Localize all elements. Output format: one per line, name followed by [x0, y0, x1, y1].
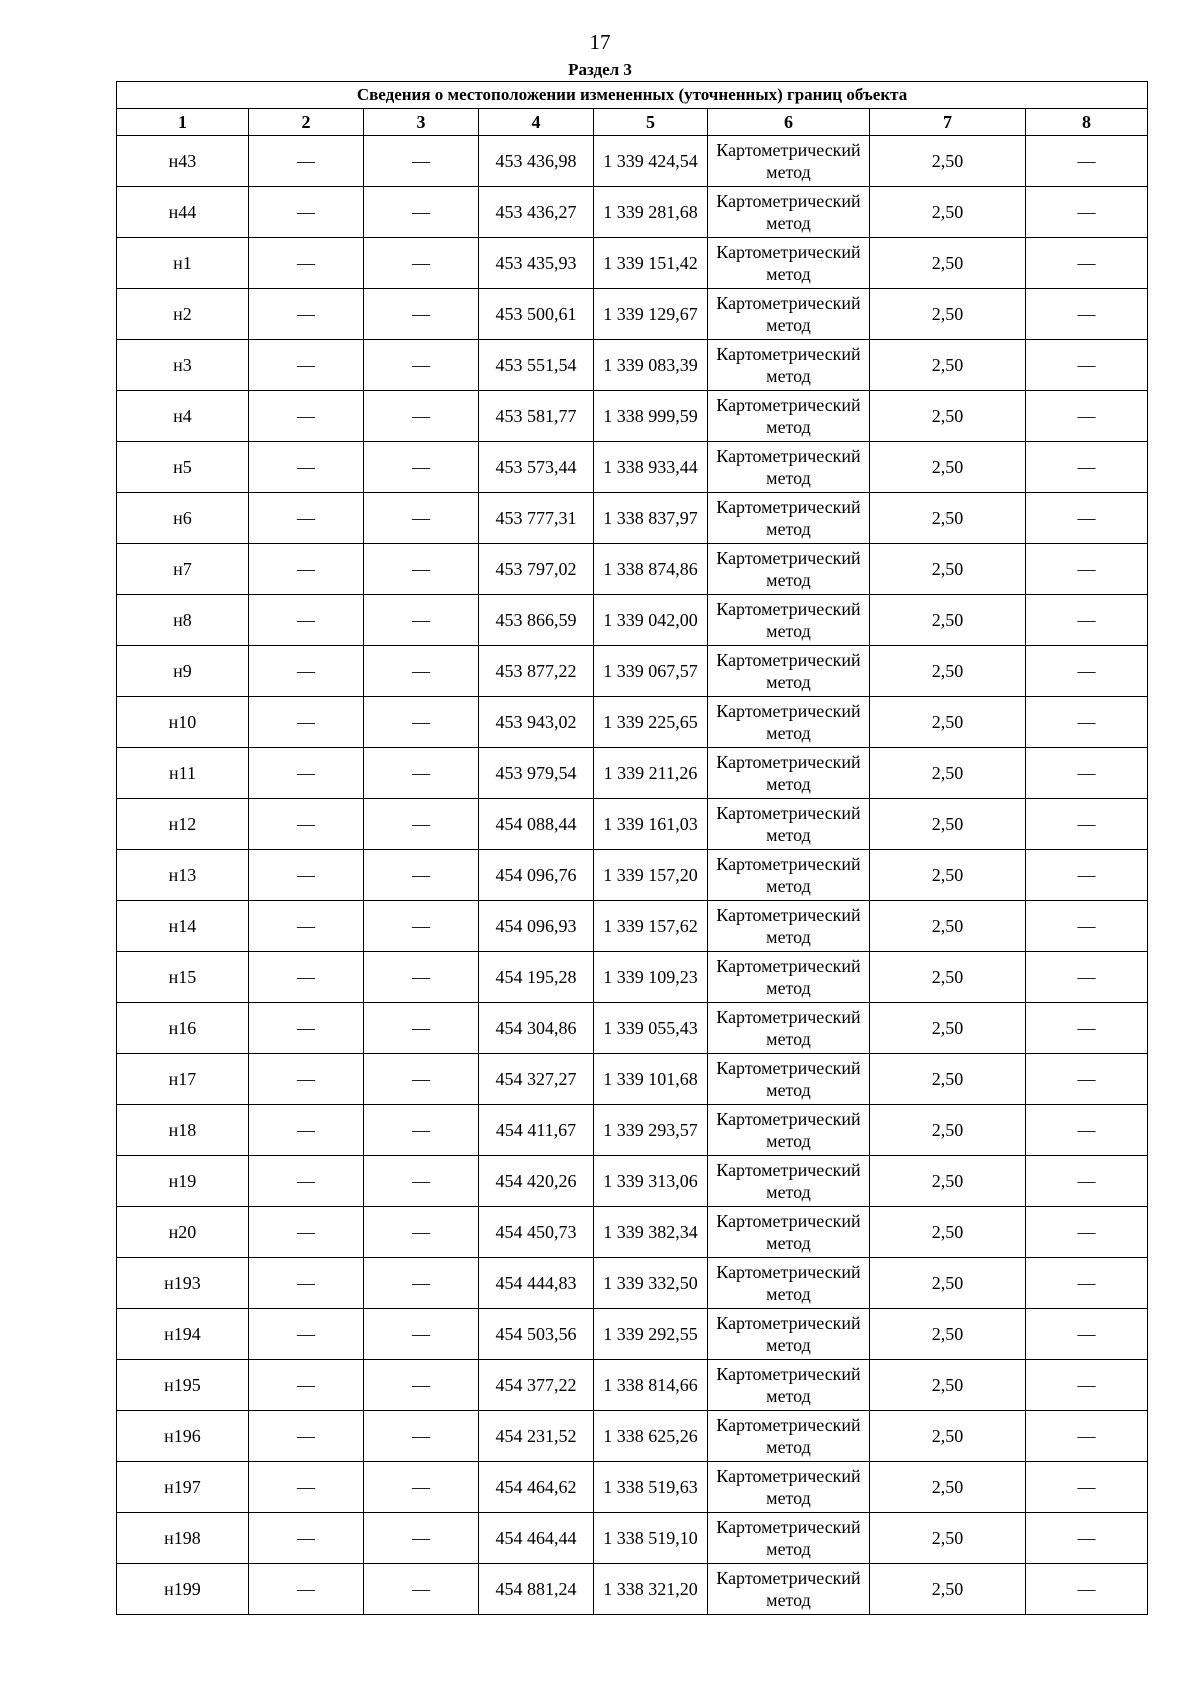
empty-value-cell: — — [1026, 799, 1148, 850]
table-row — [117, 1564, 1148, 1615]
y-coordinate-cell: 1 339 157,20 — [594, 850, 708, 901]
empty-value-cell: — — [364, 1054, 479, 1105]
empty-value-cell: — — [249, 850, 364, 901]
accuracy-cell: 2,50 — [870, 442, 1026, 493]
empty-value-cell: — — [249, 493, 364, 544]
empty-value-cell: — — [364, 442, 479, 493]
point-name-cell: н18 — [117, 1105, 249, 1156]
method-cell: Картометрический метод — [708, 595, 870, 646]
point-name-cell: н8 — [117, 595, 249, 646]
boundary-table — [116, 81, 1148, 1615]
empty-value-cell: — — [364, 493, 479, 544]
accuracy-cell: 2,50 — [870, 1207, 1026, 1258]
empty-value-cell: — — [1026, 1003, 1148, 1054]
column-header: 8 — [1026, 109, 1148, 136]
empty-value-cell: — — [249, 952, 364, 1003]
x-coordinate-cell: 453 581,77 — [479, 391, 594, 442]
empty-value-cell: — — [249, 748, 364, 799]
x-coordinate-cell: 453 979,54 — [479, 748, 594, 799]
table-row — [117, 799, 1148, 850]
method-cell: Картометрический метод — [708, 289, 870, 340]
empty-value-cell: — — [1026, 442, 1148, 493]
method-cell: Картометрический метод — [708, 1207, 870, 1258]
table-row — [117, 1411, 1148, 1462]
empty-value-cell: — — [364, 850, 479, 901]
table-row — [117, 697, 1148, 748]
empty-value-cell: — — [249, 1207, 364, 1258]
empty-value-cell: — — [1026, 1462, 1148, 1513]
x-coordinate-cell: 454 195,28 — [479, 952, 594, 1003]
empty-value-cell: — — [1026, 493, 1148, 544]
y-coordinate-cell: 1 339 292,55 — [594, 1309, 708, 1360]
method-cell: Картометрический метод — [708, 544, 870, 595]
table-row — [117, 748, 1148, 799]
y-coordinate-cell: 1 339 067,57 — [594, 646, 708, 697]
y-coordinate-cell: 1 339 313,06 — [594, 1156, 708, 1207]
accuracy-cell: 2,50 — [870, 136, 1026, 187]
empty-value-cell: — — [249, 646, 364, 697]
accuracy-cell: 2,50 — [870, 697, 1026, 748]
method-cell: Картометрический метод — [708, 1105, 870, 1156]
point-name-cell: н195 — [117, 1360, 249, 1411]
empty-value-cell: — — [364, 697, 479, 748]
method-cell: Картометрический метод — [708, 340, 870, 391]
empty-value-cell: — — [1026, 646, 1148, 697]
x-coordinate-cell: 454 450,73 — [479, 1207, 594, 1258]
point-name-cell: н197 — [117, 1462, 249, 1513]
empty-value-cell: — — [1026, 901, 1148, 952]
table-row — [117, 1462, 1148, 1513]
empty-value-cell: — — [364, 187, 479, 238]
method-cell: Картометрический метод — [708, 1258, 870, 1309]
empty-value-cell: — — [249, 391, 364, 442]
column-header: 2 — [249, 109, 364, 136]
empty-value-cell: — — [364, 799, 479, 850]
table-body — [117, 136, 1148, 1615]
x-coordinate-cell: 454 444,83 — [479, 1258, 594, 1309]
y-coordinate-cell: 1 339 225,65 — [594, 697, 708, 748]
method-cell: Картометрический метод — [708, 850, 870, 901]
x-coordinate-cell: 454 096,76 — [479, 850, 594, 901]
empty-value-cell: — — [1026, 1360, 1148, 1411]
empty-value-cell: — — [364, 901, 479, 952]
x-coordinate-cell: 453 436,98 — [479, 136, 594, 187]
y-coordinate-cell: 1 338 814,66 — [594, 1360, 708, 1411]
accuracy-cell: 2,50 — [870, 1411, 1026, 1462]
point-name-cell: н194 — [117, 1309, 249, 1360]
y-coordinate-cell: 1 339 129,67 — [594, 289, 708, 340]
empty-value-cell: — — [364, 1309, 479, 1360]
accuracy-cell: 2,50 — [870, 493, 1026, 544]
empty-value-cell: — — [249, 1309, 364, 1360]
table-row — [117, 646, 1148, 697]
method-cell: Картометрический метод — [708, 697, 870, 748]
point-name-cell: н13 — [117, 850, 249, 901]
x-coordinate-cell: 453 500,61 — [479, 289, 594, 340]
accuracy-cell: 2,50 — [870, 1156, 1026, 1207]
empty-value-cell: — — [249, 901, 364, 952]
accuracy-cell: 2,50 — [870, 1003, 1026, 1054]
x-coordinate-cell: 453 435,93 — [479, 238, 594, 289]
empty-value-cell: — — [249, 1156, 364, 1207]
y-coordinate-cell: 1 339 055,43 — [594, 1003, 708, 1054]
empty-value-cell: — — [1026, 1411, 1148, 1462]
y-coordinate-cell: 1 339 083,39 — [594, 340, 708, 391]
x-coordinate-cell: 453 877,22 — [479, 646, 594, 697]
x-coordinate-cell: 454 881,24 — [479, 1564, 594, 1615]
empty-value-cell: — — [1026, 187, 1148, 238]
accuracy-cell: 2,50 — [870, 952, 1026, 1003]
empty-value-cell: — — [1026, 1309, 1148, 1360]
method-cell: Картометрический метод — [708, 442, 870, 493]
x-coordinate-cell: 453 797,02 — [479, 544, 594, 595]
table-row — [117, 1513, 1148, 1564]
method-cell: Картометрический метод — [708, 1054, 870, 1105]
point-name-cell: н44 — [117, 187, 249, 238]
empty-value-cell: — — [249, 238, 364, 289]
y-coordinate-cell: 1 338 625,26 — [594, 1411, 708, 1462]
point-name-cell: н196 — [117, 1411, 249, 1462]
y-coordinate-cell: 1 339 157,62 — [594, 901, 708, 952]
accuracy-cell: 2,50 — [870, 1462, 1026, 1513]
x-coordinate-cell: 454 304,86 — [479, 1003, 594, 1054]
accuracy-cell: 2,50 — [870, 1564, 1026, 1615]
point-name-cell: н17 — [117, 1054, 249, 1105]
point-name-cell: н14 — [117, 901, 249, 952]
empty-value-cell: — — [249, 1003, 364, 1054]
method-cell: Картометрический метод — [708, 391, 870, 442]
column-header: 4 — [479, 109, 594, 136]
point-name-cell: н12 — [117, 799, 249, 850]
table-row — [117, 1207, 1148, 1258]
point-name-cell: н193 — [117, 1258, 249, 1309]
accuracy-cell: 2,50 — [870, 391, 1026, 442]
x-coordinate-cell: 453 436,27 — [479, 187, 594, 238]
accuracy-cell: 2,50 — [870, 646, 1026, 697]
table-row — [117, 1003, 1148, 1054]
y-coordinate-cell: 1 338 874,86 — [594, 544, 708, 595]
method-cell: Картометрический метод — [708, 1462, 870, 1513]
empty-value-cell: — — [364, 952, 479, 1003]
point-name-cell: н199 — [117, 1564, 249, 1615]
accuracy-cell: 2,50 — [870, 238, 1026, 289]
table-row — [117, 901, 1148, 952]
x-coordinate-cell: 454 088,44 — [479, 799, 594, 850]
table-row — [117, 289, 1148, 340]
method-cell: Картометрический метод — [708, 748, 870, 799]
empty-value-cell: — — [249, 187, 364, 238]
empty-value-cell: — — [364, 391, 479, 442]
column-header: 1 — [117, 109, 249, 136]
point-name-cell: н16 — [117, 1003, 249, 1054]
empty-value-cell: — — [1026, 595, 1148, 646]
point-name-cell: н1 — [117, 238, 249, 289]
table-row — [117, 850, 1148, 901]
table-row — [117, 136, 1148, 187]
x-coordinate-cell: 453 777,31 — [479, 493, 594, 544]
accuracy-cell: 2,50 — [870, 340, 1026, 391]
empty-value-cell: — — [1026, 238, 1148, 289]
empty-value-cell: — — [364, 1513, 479, 1564]
y-coordinate-cell: 1 339 424,54 — [594, 136, 708, 187]
table-row — [117, 1105, 1148, 1156]
table-row — [117, 1258, 1148, 1309]
empty-value-cell: — — [249, 1054, 364, 1105]
empty-value-cell: — — [1026, 391, 1148, 442]
x-coordinate-cell: 454 096,93 — [479, 901, 594, 952]
table-row — [117, 1156, 1148, 1207]
point-name-cell: н15 — [117, 952, 249, 1003]
accuracy-cell: 2,50 — [870, 1309, 1026, 1360]
y-coordinate-cell: 1 339 151,42 — [594, 238, 708, 289]
table-row — [117, 1360, 1148, 1411]
y-coordinate-cell: 1 339 293,57 — [594, 1105, 708, 1156]
empty-value-cell: — — [249, 442, 364, 493]
empty-value-cell: — — [249, 595, 364, 646]
empty-value-cell: — — [1026, 136, 1148, 187]
empty-value-cell: — — [249, 544, 364, 595]
x-coordinate-cell: 454 377,22 — [479, 1360, 594, 1411]
accuracy-cell: 2,50 — [870, 1258, 1026, 1309]
x-coordinate-cell: 453 943,02 — [479, 697, 594, 748]
point-name-cell: н6 — [117, 493, 249, 544]
accuracy-cell: 2,50 — [870, 748, 1026, 799]
method-cell: Картометрический метод — [708, 901, 870, 952]
point-name-cell: н9 — [117, 646, 249, 697]
empty-value-cell: — — [1026, 850, 1148, 901]
empty-value-cell: — — [364, 1207, 479, 1258]
x-coordinate-cell: 454 231,52 — [479, 1411, 594, 1462]
method-cell: Картометрический метод — [708, 1411, 870, 1462]
empty-value-cell: — — [249, 799, 364, 850]
x-coordinate-cell: 453 573,44 — [479, 442, 594, 493]
x-coordinate-cell: 454 420,26 — [479, 1156, 594, 1207]
y-coordinate-cell: 1 338 933,44 — [594, 442, 708, 493]
y-coordinate-cell: 1 339 332,50 — [594, 1258, 708, 1309]
table-row — [117, 595, 1148, 646]
y-coordinate-cell: 1 339 161,03 — [594, 799, 708, 850]
empty-value-cell: — — [1026, 1258, 1148, 1309]
empty-value-cell: — — [364, 238, 479, 289]
accuracy-cell: 2,50 — [870, 187, 1026, 238]
point-name-cell: н7 — [117, 544, 249, 595]
empty-value-cell: — — [364, 1003, 479, 1054]
empty-value-cell: — — [1026, 1564, 1148, 1615]
accuracy-cell: 2,50 — [870, 850, 1026, 901]
method-cell: Картометрический метод — [708, 493, 870, 544]
x-coordinate-cell: 454 503,56 — [479, 1309, 594, 1360]
empty-value-cell: — — [1026, 952, 1148, 1003]
accuracy-cell: 2,50 — [870, 1360, 1026, 1411]
y-coordinate-cell: 1 338 519,10 — [594, 1513, 708, 1564]
column-header: 3 — [364, 109, 479, 136]
table-caption: Сведения о местоположении измененных (уточненных) границ объекта — [117, 82, 1148, 109]
empty-value-cell: — — [249, 340, 364, 391]
point-name-cell: н4 — [117, 391, 249, 442]
empty-value-cell: — — [1026, 340, 1148, 391]
column-header: 6 — [708, 109, 870, 136]
method-cell: Картометрический метод — [708, 187, 870, 238]
empty-value-cell: — — [364, 1105, 479, 1156]
empty-value-cell: — — [249, 1513, 364, 1564]
empty-value-cell: — — [1026, 748, 1148, 799]
y-coordinate-cell: 1 339 042,00 — [594, 595, 708, 646]
empty-value-cell: — — [364, 646, 479, 697]
y-coordinate-cell: 1 338 519,63 — [594, 1462, 708, 1513]
y-coordinate-cell: 1 339 109,23 — [594, 952, 708, 1003]
empty-value-cell: — — [364, 748, 479, 799]
accuracy-cell: 2,50 — [870, 544, 1026, 595]
y-coordinate-cell: 1 339 101,68 — [594, 1054, 708, 1105]
point-name-cell: н5 — [117, 442, 249, 493]
empty-value-cell: — — [249, 1411, 364, 1462]
empty-value-cell: — — [364, 1411, 479, 1462]
empty-value-cell: — — [249, 1564, 364, 1615]
table-row — [117, 1309, 1148, 1360]
x-coordinate-cell: 454 327,27 — [479, 1054, 594, 1105]
accuracy-cell: 2,50 — [870, 595, 1026, 646]
method-cell: Картометрический метод — [708, 238, 870, 289]
method-cell: Картометрический метод — [708, 646, 870, 697]
y-coordinate-cell: 1 339 281,68 — [594, 187, 708, 238]
empty-value-cell: — — [1026, 1513, 1148, 1564]
empty-value-cell: — — [249, 1462, 364, 1513]
accuracy-cell: 2,50 — [870, 1105, 1026, 1156]
point-name-cell: н20 — [117, 1207, 249, 1258]
accuracy-cell: 2,50 — [870, 289, 1026, 340]
x-coordinate-cell: 454 464,44 — [479, 1513, 594, 1564]
section-title: Раздел 3 — [568, 60, 632, 79]
empty-value-cell: — — [364, 595, 479, 646]
method-cell: Картометрический метод — [708, 1564, 870, 1615]
x-coordinate-cell: 454 411,67 — [479, 1105, 594, 1156]
y-coordinate-cell: 1 339 211,26 — [594, 748, 708, 799]
empty-value-cell: — — [364, 544, 479, 595]
empty-value-cell: — — [364, 1462, 479, 1513]
table-row — [117, 391, 1148, 442]
empty-value-cell: — — [1026, 289, 1148, 340]
table-row — [117, 1054, 1148, 1105]
empty-value-cell: — — [249, 289, 364, 340]
empty-value-cell: — — [364, 1564, 479, 1615]
point-name-cell: н2 — [117, 289, 249, 340]
method-cell: Картометрический метод — [708, 136, 870, 187]
point-name-cell: н11 — [117, 748, 249, 799]
empty-value-cell: — — [249, 697, 364, 748]
column-header: 5 — [594, 109, 708, 136]
empty-value-cell: — — [249, 1105, 364, 1156]
method-cell: Картометрический метод — [708, 1003, 870, 1054]
empty-value-cell: — — [1026, 1207, 1148, 1258]
point-name-cell: н3 — [117, 340, 249, 391]
empty-value-cell: — — [364, 1258, 479, 1309]
method-cell: Картометрический метод — [708, 1309, 870, 1360]
table-row — [117, 493, 1148, 544]
point-name-cell: н19 — [117, 1156, 249, 1207]
empty-value-cell: — — [249, 1258, 364, 1309]
empty-value-cell: — — [364, 1360, 479, 1411]
column-header: 7 — [870, 109, 1026, 136]
method-cell: Картометрический метод — [708, 799, 870, 850]
empty-value-cell: — — [1026, 697, 1148, 748]
method-cell: Картометрический метод — [708, 1156, 870, 1207]
method-cell: Картометрический метод — [708, 1360, 870, 1411]
point-name-cell: н198 — [117, 1513, 249, 1564]
table-row — [117, 442, 1148, 493]
x-coordinate-cell: 453 866,59 — [479, 595, 594, 646]
empty-value-cell: — — [1026, 1105, 1148, 1156]
empty-value-cell: — — [364, 289, 479, 340]
accuracy-cell: 2,50 — [870, 1054, 1026, 1105]
empty-value-cell: — — [249, 136, 364, 187]
accuracy-cell: 2,50 — [870, 901, 1026, 952]
empty-value-cell: — — [1026, 544, 1148, 595]
empty-value-cell: — — [364, 340, 479, 391]
method-cell: Картометрический метод — [708, 952, 870, 1003]
accuracy-cell: 2,50 — [870, 799, 1026, 850]
x-coordinate-cell: 453 551,54 — [479, 340, 594, 391]
table-row — [117, 952, 1148, 1003]
method-cell: Картометрический метод — [708, 1513, 870, 1564]
table-row — [117, 238, 1148, 289]
empty-value-cell: — — [1026, 1054, 1148, 1105]
table-row — [117, 544, 1148, 595]
table-row — [117, 340, 1148, 391]
y-coordinate-cell: 1 339 382,34 — [594, 1207, 708, 1258]
y-coordinate-cell: 1 338 321,20 — [594, 1564, 708, 1615]
y-coordinate-cell: 1 338 999,59 — [594, 391, 708, 442]
y-coordinate-cell: 1 338 837,97 — [594, 493, 708, 544]
empty-value-cell: — — [249, 1360, 364, 1411]
point-name-cell: н43 — [117, 136, 249, 187]
empty-value-cell: — — [1026, 1156, 1148, 1207]
x-coordinate-cell: 454 464,62 — [479, 1462, 594, 1513]
page-number: 17 — [589, 30, 611, 54]
empty-value-cell: — — [364, 1156, 479, 1207]
table-row — [117, 187, 1148, 238]
empty-value-cell: — — [364, 136, 479, 187]
accuracy-cell: 2,50 — [870, 1513, 1026, 1564]
point-name-cell: н10 — [117, 697, 249, 748]
